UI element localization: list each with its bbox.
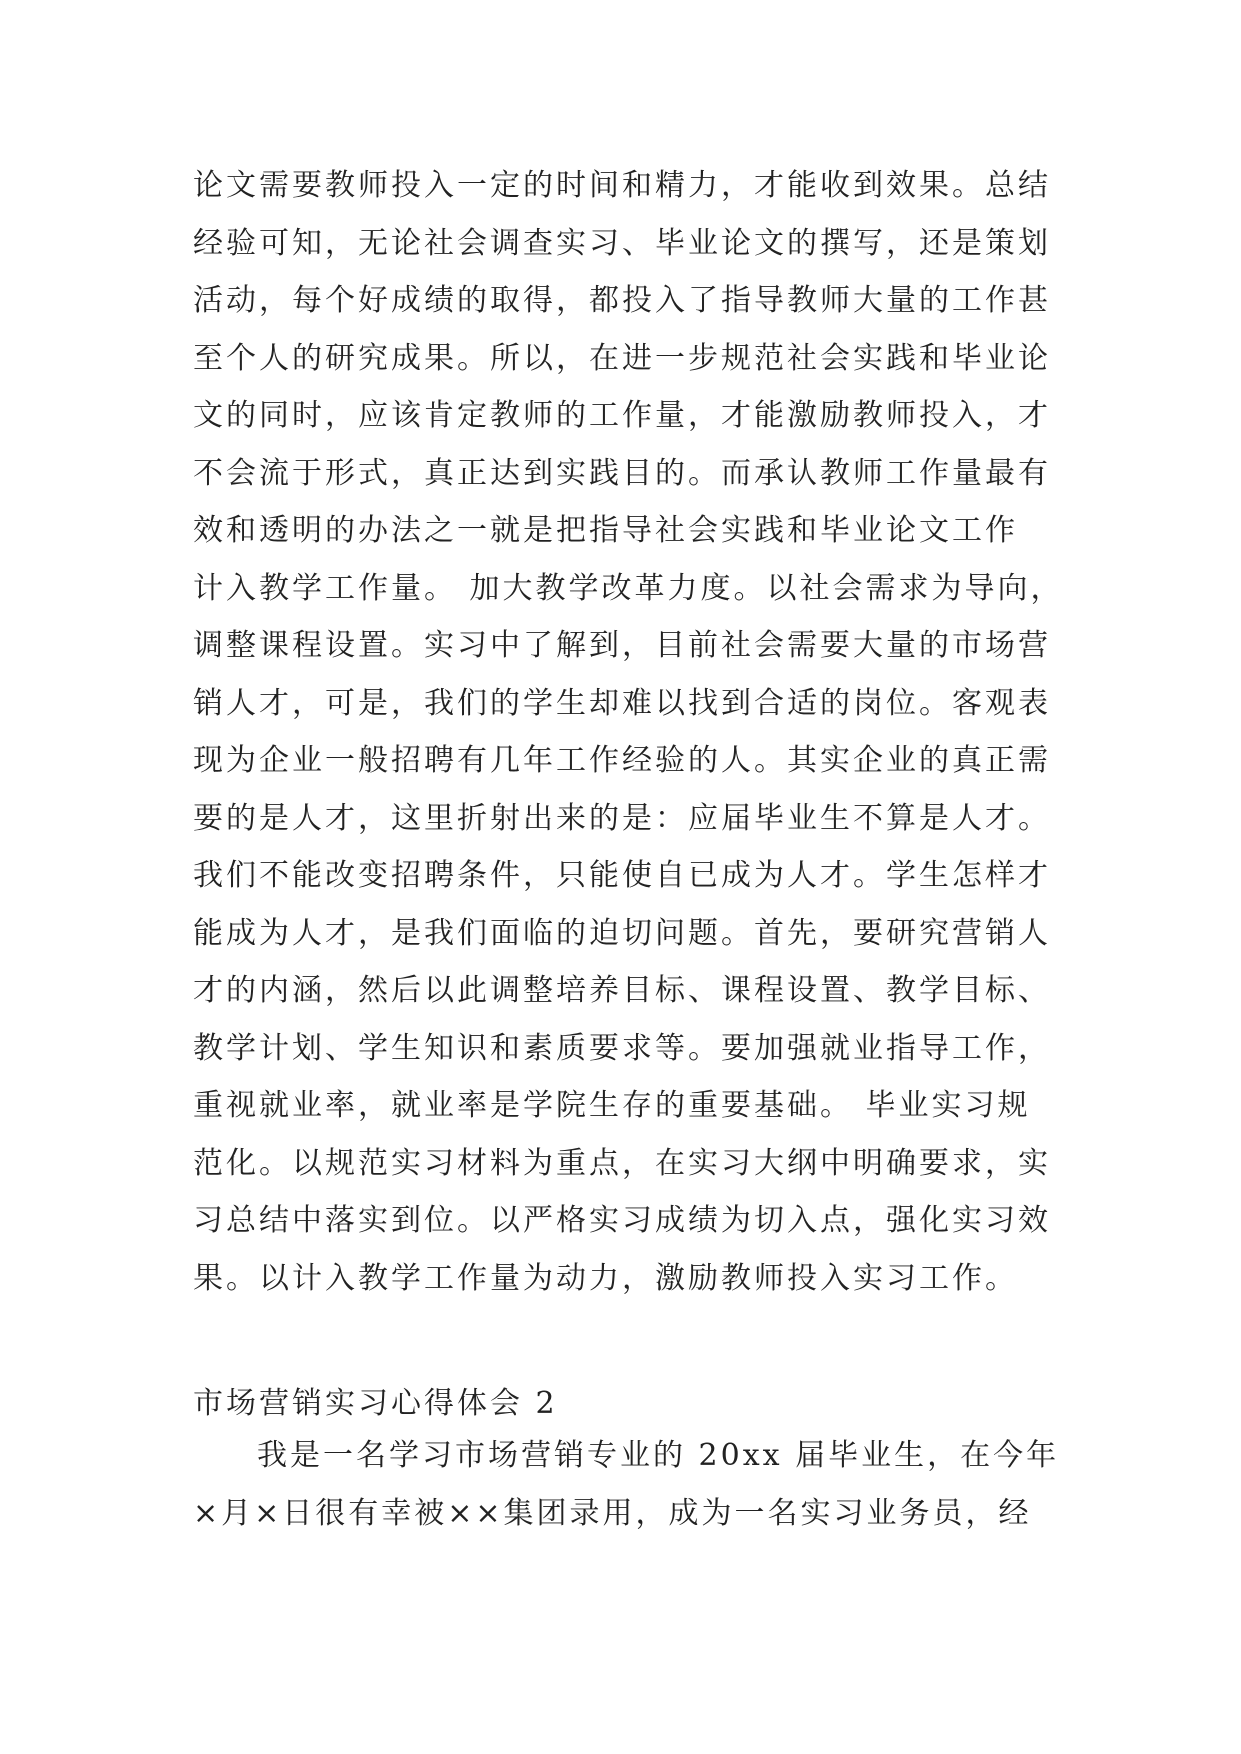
paragraph-line: 才的内涵，然后以此调整培养目标、课程设置、教学目标、 [193, 973, 1051, 1008]
paragraph-line: 文的同时，应该肯定教师的工作量，才能激励教师投入，才 [193, 398, 1051, 433]
paragraph-line: 我们不能改变招聘条件，只能使自已成为人才。学生怎样才 [193, 858, 1051, 893]
paragraph-line: 活动，每个好成绩的取得，都投入了指导教师大量的工作甚 [193, 283, 1051, 318]
paragraph-line: 范化。以规范实习材料为重点，在实习大纲中明确要求，实 [193, 1145, 1051, 1181]
paragraph-line: 我是一名学习市场营销专业的 20xx 届毕业生，在今年 [257, 1438, 1060, 1473]
paragraph-line: 不会流于形式，真正达到实践目的。而承认教师工作量最有 [193, 455, 1051, 491]
section-title: 市场营销实习心得体会 2 [193, 1386, 558, 1421]
paragraph-line: 计入教学工作量。 加大教学改革力度。以社会需求为导向， [193, 570, 1064, 606]
paragraph-line: ×月×日很有幸被××集团录用，成为一名实习业务员，经 [193, 1495, 1032, 1531]
paragraph-line: 能成为人才，是我们面临的迫切问题。首先，要研究营销人 [193, 915, 1051, 951]
paragraph-line: 要的是人才，这里折射出来的是：应届毕业生不算是人才。 [193, 800, 1051, 836]
section-paragraph [193, 1427, 1060, 1542]
paragraph-line: 教学计划、学生知识和素质要求等。要加强就业指导工作， [193, 1030, 1051, 1066]
paragraph-line: 重视就业率，就业率是学院生存的重要基础。 毕业实习规 [193, 1088, 1031, 1123]
paragraph-line: 果。以计入教学工作量为动力，激励教师投入实习工作。 [193, 1260, 1018, 1296]
paragraph-line: 至个人的研究成果。所以，在进一步规范社会实践和毕业论 [193, 340, 1051, 376]
paragraph-line: 习总结中落实到位。以严格实习成绩为切入点，强化实习效 [193, 1203, 1051, 1238]
paragraph-line: 调整课程设置。实习中了解到，目前社会需要大量的市场营 [193, 628, 1051, 663]
paragraph-line: 经验可知，无论社会调查实习、毕业论文的撰写，还是策划 [193, 225, 1051, 261]
paragraph-line: 论文需要教师投入一定的时间和精力，才能收到效果。总结 [193, 168, 1051, 203]
paragraph-line: 效和透明的办法之一就是把指导社会实践和毕业论文工作 [193, 513, 1018, 548]
paragraph-line: 现为企业一般招聘有几年工作经验的人。其实企业的真正需 [193, 743, 1051, 778]
section-heading [193, 1375, 1053, 1433]
paragraph-line: 销人才，可是，我们的学生却难以找到合适的岗位。客观表 [193, 685, 1051, 721]
body-paragraph [193, 157, 1064, 1307]
